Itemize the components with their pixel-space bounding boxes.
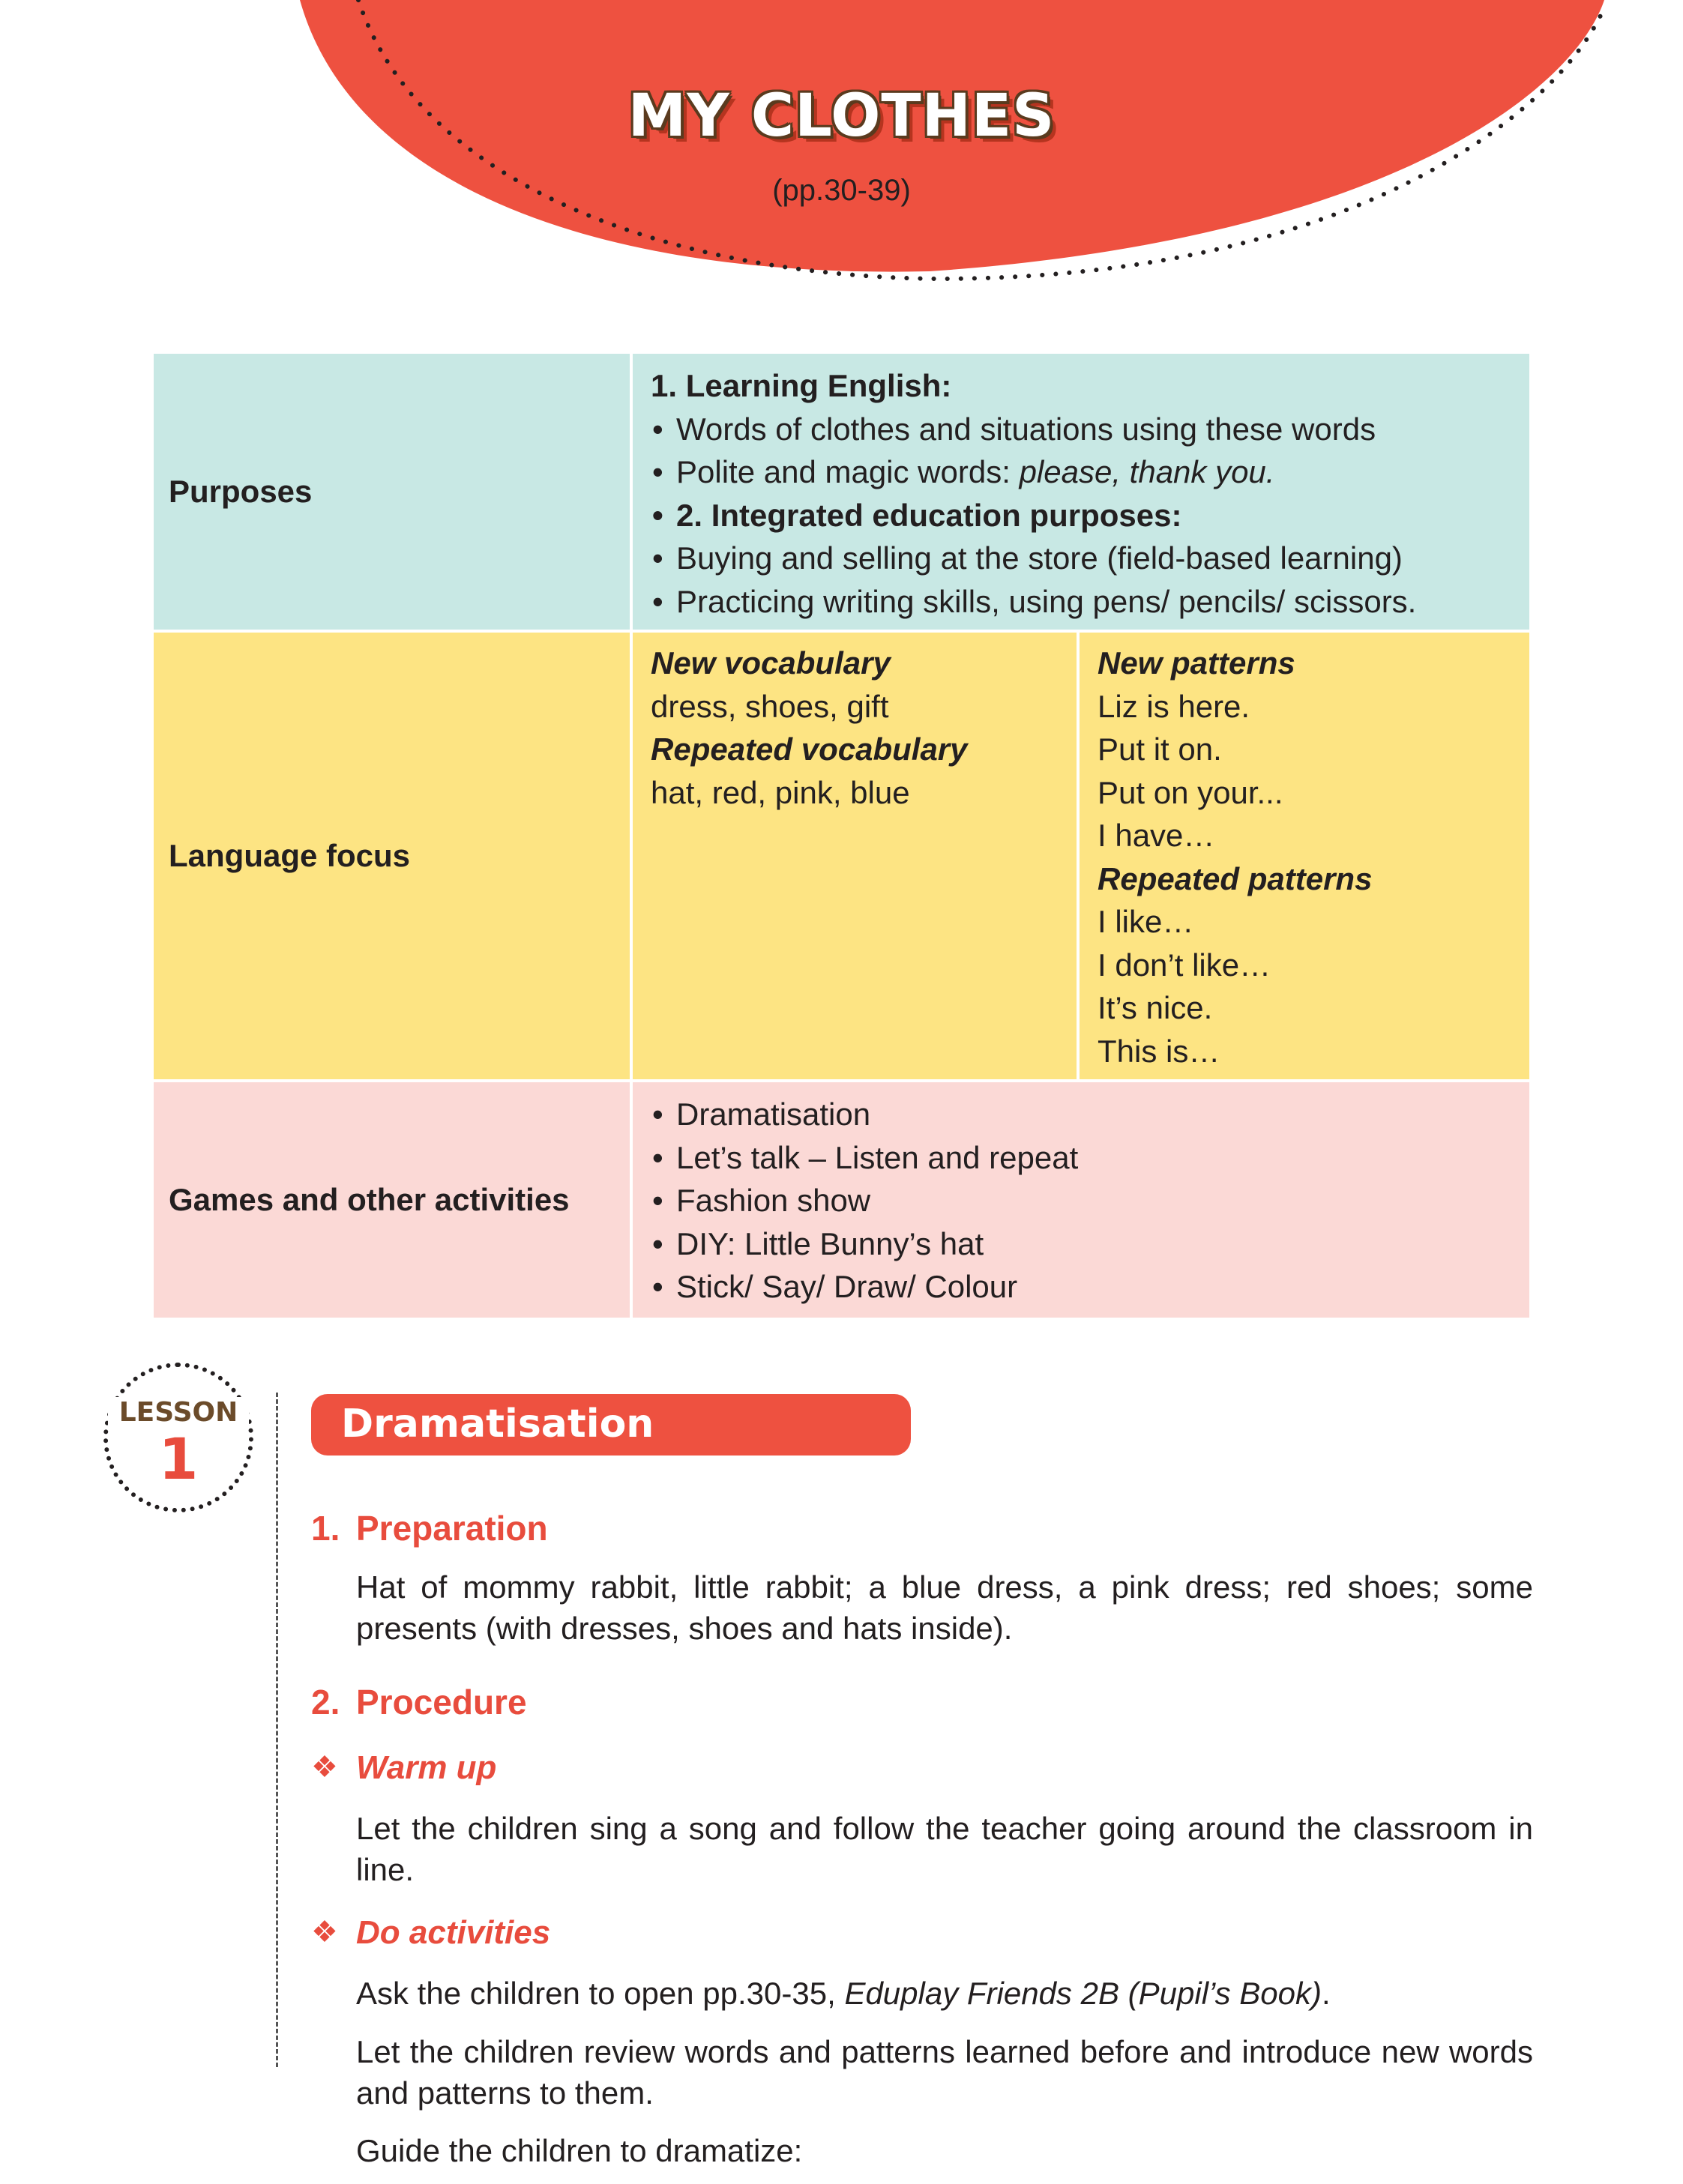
- activities-text-2: Let the children review words and patterns learned before and introduce new words and patterns to them.: [356, 2034, 1533, 2111]
- purposes-label: Purposes: [154, 354, 630, 630]
- preparation-heading: Preparation: [356, 1509, 548, 1548]
- diamond-bullet-icon: ❖: [311, 1751, 338, 1784]
- warmup-heading: Warm up: [356, 1749, 497, 1786]
- new-pattern: Put it on.: [1098, 731, 1222, 767]
- procedure-number: 2.: [311, 1683, 340, 1722]
- new-pattern: Put on your...: [1098, 774, 1283, 810]
- page-title: MY CLOTHES: [627, 82, 1056, 150]
- games-item: • DIY: Little Bunny’s hat: [651, 1222, 1511, 1266]
- games-item: • Fashion show: [651, 1179, 1511, 1222]
- games-item: • Dramatisation: [651, 1093, 1511, 1136]
- new-pattern: I have…: [1098, 818, 1215, 853]
- new-vocabulary-title: New vocabulary: [651, 645, 891, 681]
- purposes-row: [154, 354, 1529, 630]
- section-banner: [311, 1394, 911, 1456]
- warmup-text: Let the children sing a song and follow the teacher going around the classroom in line.: [356, 1811, 1533, 1887]
- lesson-badge-word: LESSON: [108, 1397, 249, 1428]
- purposes-content: [633, 354, 1529, 630]
- purposes-item: • Practicing writing skills, using pens/ pencils/ scissors.: [651, 580, 1511, 624]
- procedure-heading: Procedure: [356, 1683, 527, 1722]
- repeated-pattern: This is…: [1098, 1033, 1220, 1069]
- repeated-pattern: I don’t like…: [1098, 947, 1271, 983]
- purposes-item: • Words of clothes and situations using these words: [651, 408, 1511, 451]
- activities-text-1: Ask the children to open pp.30-35, Eduplay Friends 2B (Pupil’s Book).: [356, 1976, 1331, 2011]
- header-blob: [0, 0, 1683, 315]
- games-content: [633, 1082, 1529, 1318]
- purposes-item: • Buying and selling at the store (field-based learning): [651, 537, 1511, 580]
- games-row: [154, 1082, 1529, 1318]
- repeated-patterns-title: Repeated patterns: [1098, 860, 1373, 896]
- activities-heading: Do activities: [356, 1914, 551, 1951]
- language-row: [154, 633, 1529, 1079]
- new-patterns-title: New patterns: [1098, 645, 1295, 681]
- preparation-number: 1.: [311, 1509, 340, 1548]
- games-label: Games and other activities: [154, 1082, 630, 1318]
- repeated-vocabulary-title: Repeated vocabulary: [651, 731, 968, 767]
- vocabulary-cell: [633, 633, 1077, 1079]
- preparation-text: Hat of mommy rabbit, little rabbit; a blue dress, a pink dress; red shoes; some presents (with dresses, shoes and hats inside).: [356, 1569, 1533, 1646]
- games-item: • Let’s talk – Listen and repeat: [651, 1136, 1511, 1180]
- lesson-badge: [103, 1363, 253, 1512]
- page-range: (pp.30-39): [772, 174, 911, 207]
- purposes-heading-2: • 2. Integrated education purposes:: [651, 494, 1511, 537]
- games-item: • Stick/ Say/ Draw/ Colour: [651, 1265, 1511, 1309]
- patterns-cell: [1080, 633, 1529, 1079]
- diamond-bullet-icon: ❖: [311, 1916, 338, 1949]
- repeated-vocabulary: hat, red, pink, blue: [651, 774, 910, 810]
- activities-text-3: Guide the children to dramatize:: [356, 2133, 803, 2168]
- new-vocabulary: dress, shoes, gift: [651, 688, 889, 724]
- repeated-pattern: I like…: [1098, 904, 1194, 939]
- lesson-divider: [276, 1393, 278, 2067]
- purposes-item: • Polite and magic words: please, thank you.: [651, 450, 1511, 494]
- language-label: Language focus: [154, 633, 630, 1079]
- purposes-heading-1: 1. Learning English:: [651, 368, 952, 403]
- section-banner-title: Dramatisation: [341, 1402, 654, 1447]
- new-pattern: Liz is here.: [1098, 688, 1250, 724]
- repeated-pattern: It’s nice.: [1098, 990, 1213, 1025]
- lesson-badge-number: 1: [158, 1426, 199, 1492]
